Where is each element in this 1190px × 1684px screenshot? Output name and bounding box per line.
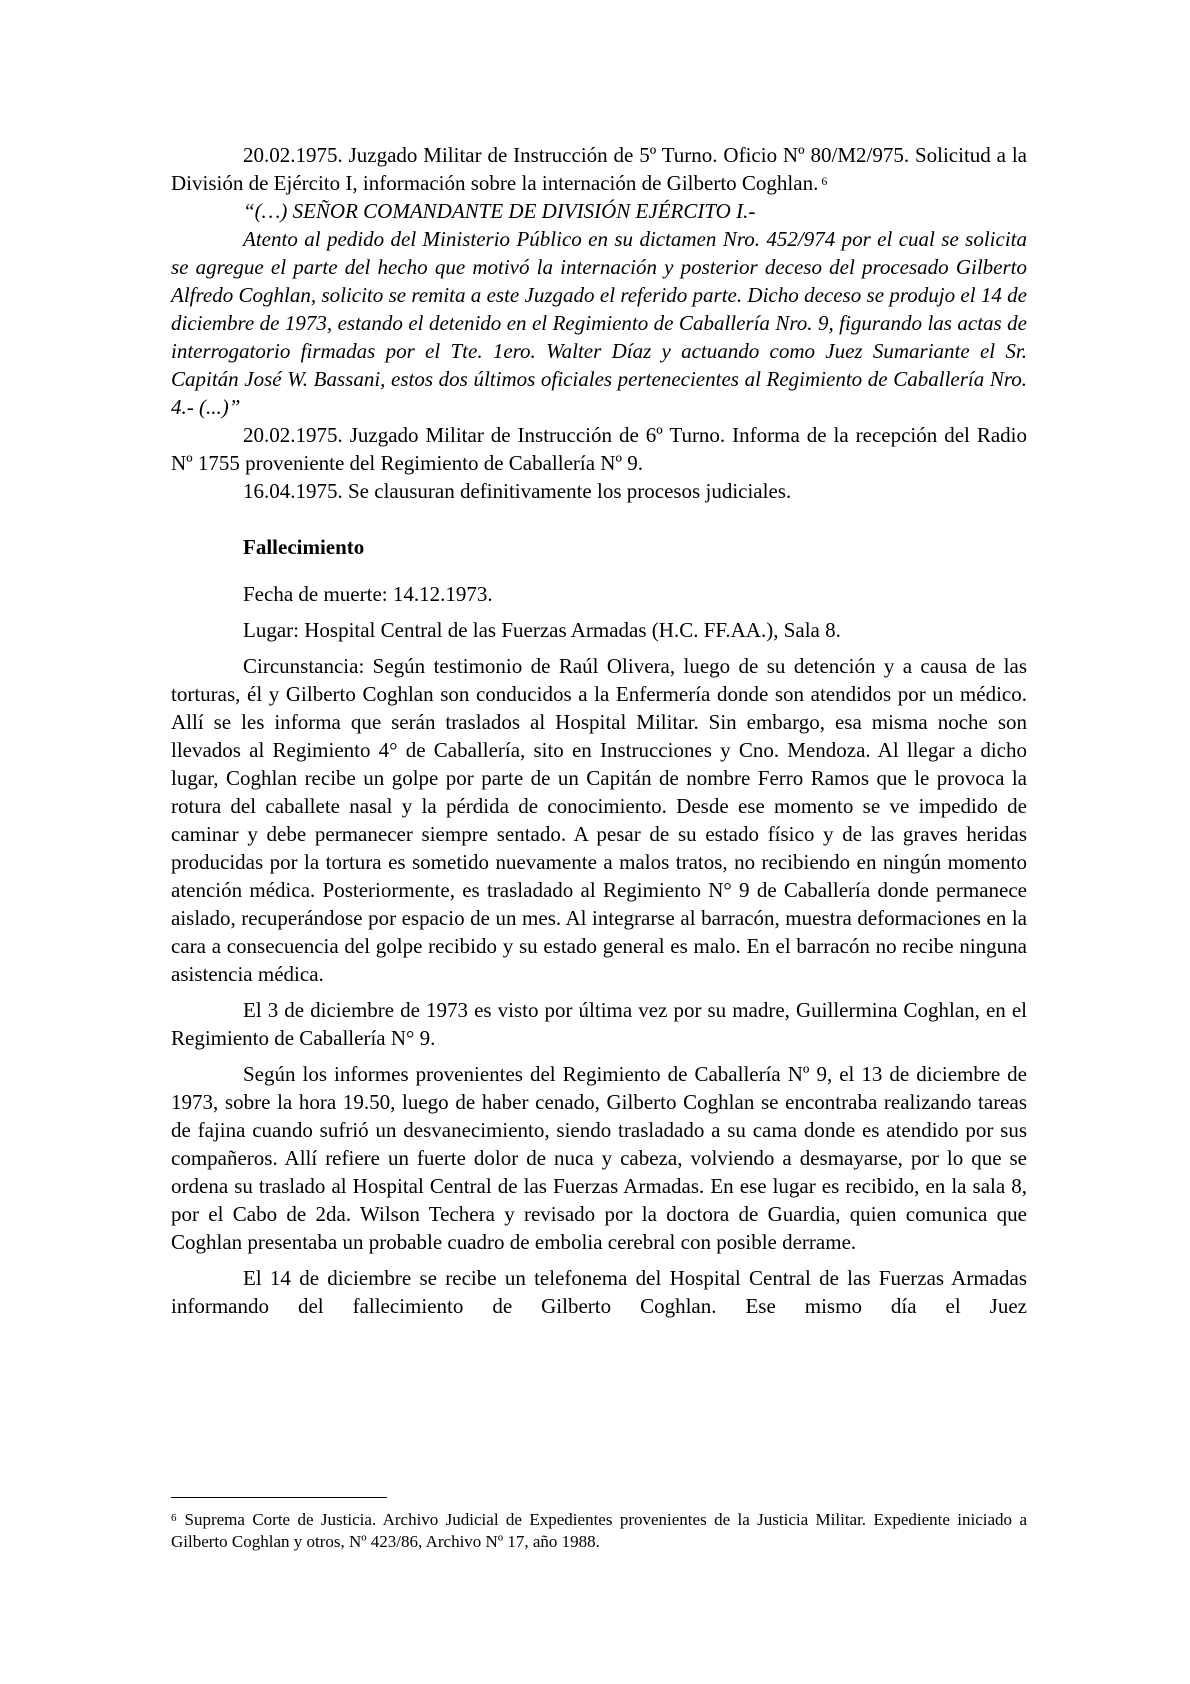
paragraph-oficio-80 xyxy=(171,141,1027,197)
quote-heading: “(…) SEÑOR COMANDANTE DE DIVISIÓN EJÉRCITO I.- xyxy=(243,199,756,223)
paragraph-radio-1755: 20.02.1975. Juzgado Militar de Instrucción de 6º Turno. Informa de la recepción del Radio Nº 1755 proveniente del Regimiento de Caballería Nº 9. xyxy=(171,423,1027,475)
section-heading-fallecimiento: Fallecimiento xyxy=(243,535,365,559)
footnote-reference: 6 xyxy=(821,174,828,188)
footnote-number: 6 xyxy=(171,1512,177,1524)
paragraph-clausura: 16.04.1975. Se clausuran definitivamente los procesos judiciales. xyxy=(243,479,792,503)
circunstancia: Circunstancia: Según testimonio de Raúl Olivera, luego de su detención y a causa de las torturas, él y Gilberto Coghlan son conducidos a la Enfermería donde son atendidos por un médico. Allí se les informa que serán traslados al Hospital Militar. Sin embargo, esa misma noche son llevados al Regimiento 4° de Caballería, sito en Instrucciones y Cno. Mendoza. Al llegar a dicho lugar, Coghlan recibe un golpe por parte de un Capitán de nombre Ferro Ramos que le provoca la rotura del caballete nasal y la pérdida de conocimiento. Desde ese momento se ve impedido de caminar y debe permanecer siempre sentado. A pesar de su estado físico y de las graves heridas producidas por la tortura es sometido nuevamente a malos tratos, no recibiendo en ningún momento atención médica. Posteriormente, es trasladado al Regimiento N° 9 de Caballería donde permanece aislado, recuperándose por espacio de un mes. Al integrarse al barracón, muestra deformaciones en la cara a consecuencia del golpe recibido y su estado general es malo. En el barracón no recibe ninguna asistencia médica. xyxy=(171,654,1027,986)
paragraph-oficio-80-text: 20.02.1975. Juzgado Militar de Instrucción de 5º Turno. Oficio Nº 80/M2/975. Solicitud a la División de Ejército I, información sobre la internación de Gilberto Coghlan. xyxy=(171,143,1027,195)
footnote-divider xyxy=(171,1497,387,1498)
footnote-text: Suprema Corte de Justicia. Archivo Judicial de Expedientes provenientes de la Justicia Militar. Expediente iniciado a Gilberto Coghlan y otros, Nº 423/86, Archivo Nº 17, año 1988. xyxy=(171,1510,1027,1551)
paragraph-madre: El 3 de diciembre de 1973 es visto por última vez por su madre, Guillermina Coghlan, en el Regimiento de Caballería N° 9. xyxy=(171,998,1027,1050)
paragraph-telefonema: El 14 de diciembre se recibe un telefonema del Hospital Central de las Fuerzas Armadas informando del fallecimiento de Gilberto Coghlan. Ese mismo día el Juez xyxy=(171,1266,1027,1318)
paragraph-informes: Según los informes provenientes del Regimiento de Caballería Nº 9, el 13 de diciembre de 1973, sobre la hora 19.50, luego de haber cenado, Gilberto Coghlan se encontraba realizando tareas de fajina cuando sufrió un desvanecimiento, siendo trasladado a su cama donde es atendido por sus compañeros. Allí refiere un fuerte dolor de nuca y cabeza, volviendo a desmayarse, por lo que se ordena su traslado al Hospital Central de las Fuerzas Armadas. En ese lugar es recibido, en la sala 8, por el Cabo de 2da. Wilson Techera y revisado por la doctora de Guardia, quien comunica que Coghlan presentaba un probable cuadro de embolia cerebral con posible derrame. xyxy=(171,1062,1027,1254)
fecha-de-muerte: Fecha de muerte: 14.12.1973. xyxy=(243,582,493,606)
document-body xyxy=(171,141,1027,1320)
footnote xyxy=(171,1509,1027,1553)
lugar: Lugar: Hospital Central de las Fuerzas Armadas (H.C. FF.AA.), Sala 8. xyxy=(243,618,841,642)
quote-body: Atento al pedido del Ministerio Público en su dictamen Nro. 452/974 por el cual se solicita se agregue el parte del hecho que motivó la internación y posterior deceso del procesado Gilberto Alfredo Coghlan, solicito se remita a este Juzgado el referido parte. Dicho deceso se produjo el 14 de diciembre de 1973, estando el detenido en el Regimiento de Caballería Nro. 9, figurando las actas de interrogatorio firmadas por el Tte. 1ero. Walter Díaz y actuando como Juez Sumariante el Sr. Capitán José W. Bassani, estos dos últimos oficiales pertenecientes al Regimiento de Caballería Nro. 4.- (...)” xyxy=(171,227,1027,419)
